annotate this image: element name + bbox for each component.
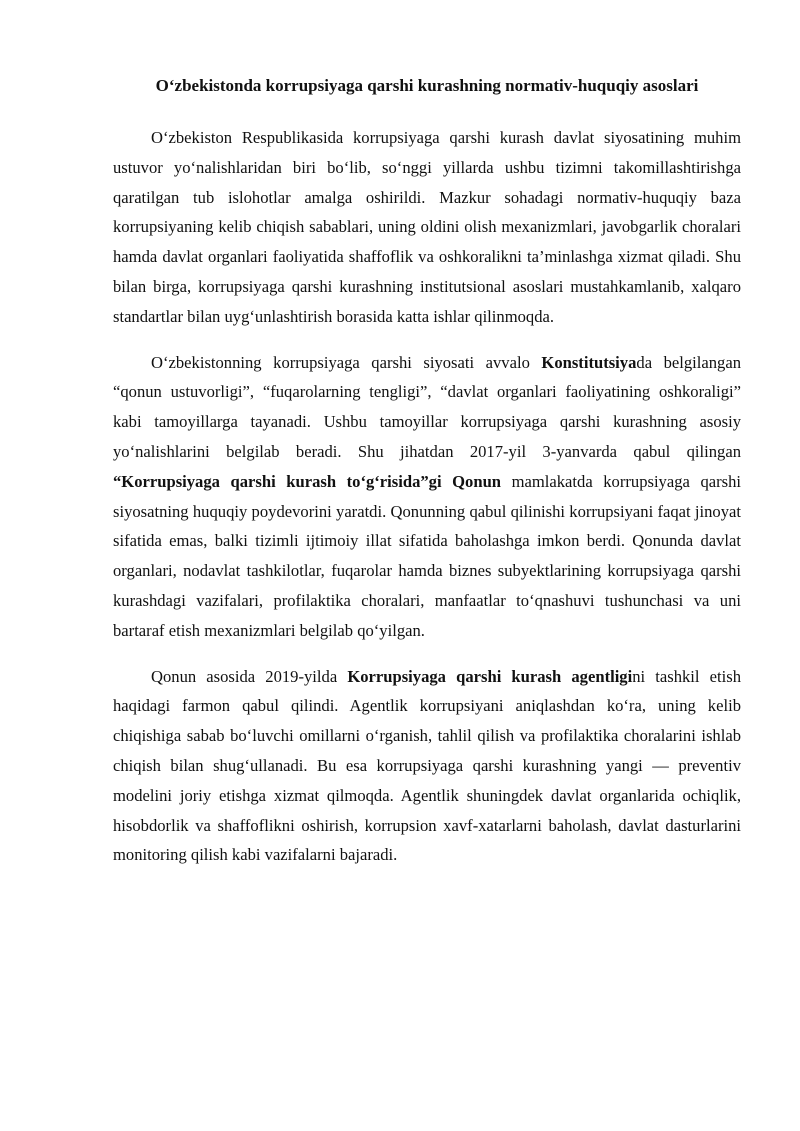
paragraph-1-text: O‘zbekiston Respublikasida korrupsiyaga qarshi kurash davlat siyosatining muhim ustuvor yo‘nalishlaridan biri bo‘lib, so‘nggi yillarda ushbu tizimni takomillashtirishga qaratilgan tub islohotlar amalga oshirildi. Mazkur sohadagi normativ-huquqiy baza korrupsiyaning kelib chiqish sabablari, uning oldini olish mexanizmlari, javobgarlik choralari hamda davlat organlari faoliyatida shaffoflik va oshkoralikni ta’minlashga xizmat qiladi. Shu bilan birga, korrupsiyaga qarshi kurashning institutsional asoslari mustahkamlanib, xalqaro standartlar bilan uyg‘unlashtirish borasida katta ishlar qilinmoqda. bbox=[113, 128, 741, 326]
paragraph-2-text: O‘zbekistonning korrupsiyaga qarshi siyosati avvalo bbox=[151, 352, 542, 372]
law-title: “Korrupsiyaga qarshi kurash to‘g‘risida”gi Qonun bbox=[113, 471, 502, 491]
paragraph-3-text: ni tashkil etish haqidagi farmon qabul qilindi. Agentlik korrupsiyani aniqlashdan ko‘ra, uning kelib chiqishiga sabab bo‘luvchi omillarni o‘rganish, tahlil qilish va profilaktika choralarini ishlab chiqish bilan shug‘ullanadi. Bu esa korrupsiyaga qarshi kurashning yangi — preventiv modelini joriy etishga xizmat qilmoqda. Agentlik shuningdek davlat organlarida ochiqlik, hisobdorlik va shaffoflikni oshirish, korrupsion xavf-xatarlarni baholash, davlat dasturlarini monitoring qilish kabi vazifalarni bajaradi. bbox=[113, 666, 742, 865]
paragraph-2 bbox=[113, 348, 741, 646]
paragraph-3 bbox=[113, 662, 741, 871]
agency-name: Korrupsiyaga qarshi kurash agentligi bbox=[347, 666, 633, 686]
paragraph-3-text: Qonun asosida 2019-yilda bbox=[151, 666, 348, 686]
paragraph-1 bbox=[113, 123, 741, 332]
constitution-term: Konstitutsiya bbox=[541, 352, 637, 372]
document-title: O‘zbekistonda korrupsiyaga qarshi kurashning normativ-huquqiy asoslari bbox=[155, 76, 699, 95]
paragraph-2-text: da belgilangan “qonun ustuvorligi”, “fuqarolarning tengligi”, “davlat organlari faoliyatining oshkoraligi” kabi tamoyillarga tayanadi. Ushbu tamoyillar korrupsiyaga qarshi kurashning asosiy yo‘nalishlarini belgilab beradi. Shu jihatdan 2017-yil 3-yanvarda qabul qilingan bbox=[113, 352, 741, 461]
paragraph-2-text: mamlakatda korrupsiyaga qarshi siyosatning huquqiy poydevorini yaratdi. Qonunning qabul qilinishi korrupsiyani faqat jinoyat sifatida emas, balki tizimli ijtimoiy illat sifatida baholashga imkon berdi. Qonunda davlat organlari, nodavlat tashkilotlar, fuqarolar hamda biznes subyektlarining korrupsiyaga qarshi kurashdagi vazifalari, profilaktika choralari, manfaatlar to‘qnashuvi tushunchasi va uni bartaraf etish mexanizmlari belgilab qo‘yilgan. bbox=[113, 471, 741, 640]
